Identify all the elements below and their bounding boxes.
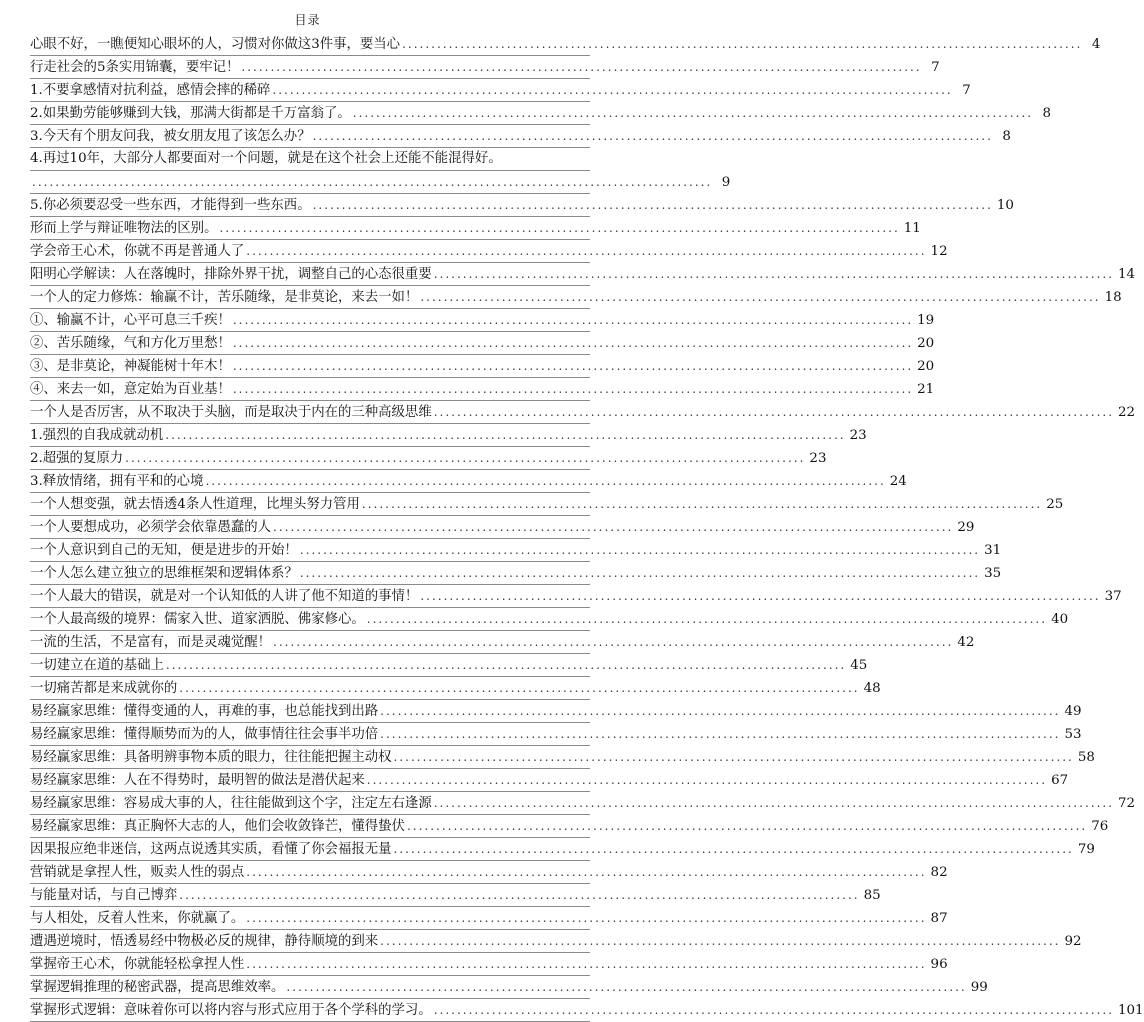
toc-entry[interactable]	[30, 424, 867, 447]
dot-leader	[164, 654, 848, 676]
dot-leader	[311, 125, 995, 147]
toc-entry-page-number: 4	[1091, 37, 1101, 52]
toc-entry-title: 掌握帝王心术，你就能轻松拿捏人性	[30, 957, 245, 972]
toc-entry-title: 1.不要拿感情对抗利益，感情会摔的稀碎	[30, 83, 271, 98]
toc-entry[interactable]	[30, 79, 971, 102]
toc-entry-title: 一切建立在道的基础上	[30, 658, 164, 673]
toc-entry-line	[30, 125, 1011, 148]
toc-entry[interactable]	[30, 148, 590, 171]
toc-entry-page-number: 12	[930, 244, 948, 259]
toc-entry-page-number: 10	[996, 198, 1014, 213]
toc-entry-title: 掌握形式逻辑：意味着你可以将内容与形式应用于各个学科的学习。	[30, 1003, 432, 1018]
toc-entry-title: 一个人最高级的境界：儒家入世、道家洒脱、佛家修心。	[30, 612, 365, 627]
toc-entry-title: 一个人意识到自己的无知，便是进步的开始！	[30, 543, 298, 558]
toc-entry-page-number: 8	[1042, 106, 1052, 121]
toc-entry-page-number: 20	[917, 359, 935, 374]
toc-entry-page-number: 53	[1064, 727, 1082, 742]
dot-leader	[432, 792, 1116, 814]
dot-leader	[392, 838, 1076, 860]
toc-entry-title: 心眼不好，一瞧便知心眼坏的人，习惯对你做这3件事，要当心	[30, 37, 401, 52]
dot-leader	[123, 447, 807, 469]
toc-entry-page-number: 7	[962, 83, 971, 98]
toc-entry[interactable]	[30, 746, 1095, 769]
toc-entry-page-number: 35	[984, 566, 1002, 581]
dot-leader	[378, 723, 1062, 745]
toc-entry[interactable]	[30, 907, 948, 930]
dot-leader	[244, 953, 928, 975]
dot-leader	[244, 907, 928, 929]
toc-entry-page-number: 31	[984, 543, 1002, 558]
toc-entry-page-number: 82	[930, 865, 948, 880]
toc-entry-line	[30, 907, 948, 930]
toc-entry-page-number: 9	[721, 175, 731, 190]
toc-entry-page-number: 101	[1118, 1003, 1144, 1018]
toc-entry-line	[30, 976, 988, 999]
toc-entry[interactable]	[30, 585, 1122, 608]
toc-entry[interactable]	[30, 976, 988, 999]
toc-entry[interactable]	[30, 102, 1052, 125]
toc-entry[interactable]	[30, 838, 1095, 861]
toc-entry[interactable]	[30, 930, 1082, 953]
toc-entry-page-number: 40	[1051, 612, 1069, 627]
toc-entry[interactable]	[30, 516, 975, 539]
toc-entry-title: 2.超强的复原力	[30, 451, 124, 466]
toc-entry-line	[30, 930, 1082, 953]
toc-title: 目录	[294, 13, 321, 27]
toc-entry-line	[30, 401, 1136, 424]
toc-entry-title: 一个人要想成功，必须学会依靠愚蠢的人	[30, 520, 272, 535]
dot-leader	[365, 608, 1049, 630]
toc-entry-line	[30, 953, 948, 976]
toc-entry[interactable]	[30, 332, 935, 355]
toc-entry-line	[30, 677, 881, 700]
dot-leader	[271, 516, 955, 538]
toc-entry-line	[30, 102, 1052, 125]
toc-entry[interactable]	[30, 769, 1069, 792]
toc-entry-line	[30, 447, 827, 470]
toc-entry-line	[30, 516, 975, 539]
toc-entry-line	[30, 56, 940, 79]
toc-entry[interactable]	[30, 378, 935, 401]
toc-entry[interactable]	[30, 217, 921, 240]
toc-entry-title: 一个人最大的错误，就是对一个认知低的人讲了他不知道的事情！	[30, 589, 419, 604]
toc-entry-page-number: 7	[931, 60, 940, 75]
toc-entry-line	[30, 33, 1101, 56]
toc-entry-line	[30, 999, 1144, 1022]
dot-leader	[30, 171, 714, 193]
toc-entry-title: 易经赢家思维：人在不得势时，最明智的做法是潜伏起来	[30, 773, 365, 788]
dot-leader	[231, 332, 915, 354]
dot-leader	[378, 700, 1062, 722]
dot-leader	[163, 424, 847, 446]
toc-entry-line	[30, 171, 731, 194]
toc-entry[interactable]	[30, 562, 1002, 585]
toc-entry-title: 易经赢家思维：懂得变通的人，再难的事，也总能找到出路	[30, 704, 379, 719]
toc-entry[interactable]	[30, 953, 948, 976]
toc-entry-line	[30, 217, 921, 240]
toc-entry-title: 学会帝王心术，你就不再是普通人了	[30, 244, 245, 259]
toc-entry[interactable]	[30, 240, 948, 263]
dot-leader	[432, 263, 1116, 285]
dot-leader	[311, 194, 995, 216]
toc-entry[interactable]	[30, 815, 1109, 838]
toc-entry-line	[30, 815, 1109, 838]
toc-entry-line	[30, 654, 868, 677]
toc-entry-page-number: 8	[1002, 129, 1011, 144]
toc-entry[interactable]	[30, 608, 1069, 631]
toc-entry-title: 5.你必须要忍受一些东西，才能得到一些东西。	[30, 198, 311, 213]
toc-entry[interactable]	[30, 286, 1122, 309]
toc-entry[interactable]	[30, 654, 868, 677]
toc-entry[interactable]	[30, 792, 1136, 815]
toc-entry-line	[30, 792, 1136, 815]
toc-entry[interactable]	[30, 447, 827, 470]
toc-entry-title: ③、是非莫论，神凝能树十年木！	[30, 359, 231, 374]
toc-entry[interactable]	[30, 861, 948, 884]
toc-entry[interactable]	[30, 539, 1002, 562]
toc-entry-page-number: 23	[809, 451, 827, 466]
dot-leader	[432, 999, 1116, 1021]
toc-entry-page-number: 23	[849, 428, 867, 443]
dot-leader	[284, 976, 968, 998]
toc-entry-page-number: 99	[970, 980, 988, 995]
toc-entry-line	[30, 79, 971, 102]
toc-entry-page-number: 20	[917, 336, 935, 351]
toc-entry-line	[30, 746, 1095, 769]
toc-entry[interactable]	[30, 884, 881, 907]
toc-entry[interactable]	[30, 470, 907, 493]
toc-entry-page-number: 58	[1077, 750, 1095, 765]
toc-entry-page-number: 72	[1118, 796, 1136, 811]
toc-entry-page-number: 87	[930, 911, 948, 926]
dot-leader	[244, 861, 928, 883]
toc-entry-line	[30, 148, 590, 170]
toc-entry-title: 遭遇逆境时，悟透易经中物极必反的规律，静待顺境的到来	[30, 934, 379, 949]
toc-entry-line	[30, 861, 948, 884]
toc-entry-page-number: 92	[1064, 934, 1082, 949]
dot-leader	[298, 539, 982, 561]
toc-entry-line	[30, 608, 1069, 631]
dot-leader	[360, 493, 1044, 515]
dot-leader	[217, 217, 901, 239]
toc-list	[30, 33, 1144, 1022]
toc-entry-line	[30, 769, 1069, 792]
toc-entry-title: 一个人想变强，就去悟透4条人性道理，比埋头努力管用	[30, 497, 360, 512]
dot-leader	[365, 769, 1049, 791]
toc-entry-title: 易经赢家思维：真正胸怀大志的人，他们会收敛锋芒，懂得蛰伏	[30, 819, 405, 834]
toc-entry-title: 3.释放情绪，拥有平和的心境	[30, 474, 204, 489]
toc-entry-line	[30, 562, 1002, 585]
toc-entry[interactable]	[30, 723, 1082, 746]
toc-entry-title: 一切痛苦都是来成就你的	[30, 681, 178, 696]
toc-entry-line	[30, 194, 1014, 217]
dot-leader	[231, 378, 915, 400]
toc-entry-line	[30, 263, 1136, 286]
dot-leader	[231, 355, 915, 377]
toc-entry-page-number: 14	[1118, 267, 1136, 282]
toc-entry-title: 阳明心学解读：人在落魄时，排除外界干扰，调整自己的心态很重要	[30, 267, 432, 282]
toc-entry-title: 一个人的定力修炼：输赢不计，苦乐随缘，是非莫论，来去一如！	[30, 290, 419, 305]
toc-entry-title: 一个人怎么建立独立的思维框架和逻辑体系？	[30, 566, 298, 581]
toc-entry-line	[30, 378, 935, 401]
toc-entry-page-number: 18	[1104, 290, 1122, 305]
toc-entry-page-number: 49	[1064, 704, 1082, 719]
toc-entry-title: 与人相处，反着人性来，你就赢了。	[30, 911, 245, 926]
toc-entry-page-number: 37	[1104, 589, 1122, 604]
toc-entry-page-number: 24	[889, 474, 907, 489]
toc-entry-line	[30, 631, 975, 654]
toc-entry-title: 易经赢家思维：具备明辨事物本质的眼力，往往能把握主动权	[30, 750, 392, 765]
toc-entry[interactable]	[30, 401, 1136, 424]
toc-entry-page-number: 25	[1046, 497, 1064, 512]
toc-entry-page-number: 11	[903, 221, 921, 236]
toc-entry-line	[30, 355, 935, 378]
toc-entry[interactable]	[30, 677, 881, 700]
dot-leader	[231, 309, 915, 331]
toc-entry[interactable]	[30, 631, 975, 654]
toc-entry-page-number: 29	[957, 520, 975, 535]
toc-entry-page-number: 19	[917, 313, 935, 328]
toc-entry-page-number: 85	[863, 888, 881, 903]
toc-entry[interactable]	[30, 56, 940, 79]
toc-entry-title: ④、来去一如，意定始为百业基！	[30, 382, 231, 397]
toc-entry-title: 易经赢家思维：容易成大事的人，往往能做到这个字，注定左右逢源	[30, 796, 432, 811]
toc-entry-title: 易经赢家思维：懂得顺势而为的人，做事情往往会事半功倍	[30, 727, 379, 742]
toc-entry-line	[30, 240, 948, 263]
toc-entry-line	[30, 424, 867, 447]
dot-leader	[432, 401, 1116, 423]
toc-entry-line	[30, 539, 1002, 562]
toc-entry-page-number: 76	[1091, 819, 1109, 834]
toc-entry-title: 行走社会的5条实用锦囊，要牢记！	[30, 60, 240, 75]
toc-entry[interactable]	[30, 999, 1144, 1022]
toc-entry[interactable]	[30, 263, 1136, 286]
toc-entry[interactable]	[30, 171, 731, 194]
dot-leader	[203, 470, 887, 492]
toc-entry-page-number: 22	[1118, 405, 1136, 420]
toc-entry[interactable]	[30, 355, 935, 378]
toc-entry-line	[30, 493, 1064, 516]
toc-entry-title: 1.强烈的自我成就动机	[30, 428, 164, 443]
toc-entry-page-number: 42	[957, 635, 975, 650]
toc-entry[interactable]	[30, 309, 935, 332]
toc-entry-title: 4.再过10年，大部分人都要面对一个问题，就是在这个社会上还能不能混得好。	[30, 151, 502, 166]
dot-leader	[244, 240, 928, 262]
toc-entry-title: 一个人是否厉害，从不取决于头脑，而是取决于内在的三种高级思维	[30, 405, 432, 420]
dot-leader	[298, 562, 982, 584]
toc-entry-line	[30, 585, 1122, 608]
toc-entry-title: 2.如果勤劳能够赚到大钱，那满大街都是千万富翁了。	[30, 106, 351, 121]
dot-leader	[392, 746, 1076, 768]
toc-entry-line	[30, 332, 935, 355]
toc-entry[interactable]	[30, 125, 1011, 148]
toc-entry-title: 因果报应绝非迷信，这两点说透其实质，看懂了你会福报无量	[30, 842, 392, 857]
dot-leader	[400, 33, 1084, 55]
toc-entry-page-number: 96	[930, 957, 948, 972]
toc-entry-page-number: 21	[917, 382, 935, 397]
toc-entry-page-number: 79	[1077, 842, 1095, 857]
dot-leader	[239, 56, 923, 78]
toc-entry-title: 3.今天有个朋友问我，被女朋友甩了该怎么办？	[30, 129, 311, 144]
dot-leader	[351, 102, 1035, 124]
toc-entry-line	[30, 700, 1082, 723]
dot-leader	[418, 585, 1102, 607]
dot-leader	[405, 815, 1089, 837]
toc-entry-page-number: 48	[863, 681, 881, 696]
toc-entry-title: 一流的生活，不是富有，而是灵魂觉醒！	[30, 635, 272, 650]
toc-entry[interactable]	[30, 700, 1082, 723]
dot-leader	[378, 930, 1062, 952]
dot-leader	[270, 79, 954, 101]
toc-entry[interactable]	[30, 493, 1064, 516]
dot-leader	[271, 631, 955, 653]
dot-leader	[177, 677, 861, 699]
toc-entry-page-number: 45	[850, 658, 868, 673]
toc-entry-title: ②、苦乐随缘，气和方化万里愁！	[30, 336, 231, 351]
toc-entry-title: 与能量对话，与自己博弈	[30, 888, 178, 903]
toc-entry-line	[30, 309, 935, 332]
toc-entry-title: 营销就是拿捏人性，贩卖人性的弱点	[30, 865, 245, 880]
toc-entry[interactable]	[30, 194, 1014, 217]
dot-leader	[418, 286, 1102, 308]
dot-leader	[177, 884, 861, 906]
toc-entry-line	[30, 723, 1082, 746]
toc-entry-title: ①、输赢不计，心平可息三千疾！	[30, 313, 231, 328]
toc-entry-line	[30, 884, 881, 907]
toc-entry-line	[30, 470, 907, 493]
toc-entry-title: 掌握逻辑推理的秘密武器，提高思维效率。	[30, 980, 285, 995]
toc-entry-page-number: 67	[1051, 773, 1069, 788]
toc-entry[interactable]	[30, 33, 1101, 56]
toc-entry-title: 形而上学与辩证唯物法的区别。	[30, 221, 218, 236]
toc-entry-line	[30, 838, 1095, 861]
toc-entry-line	[30, 286, 1122, 309]
